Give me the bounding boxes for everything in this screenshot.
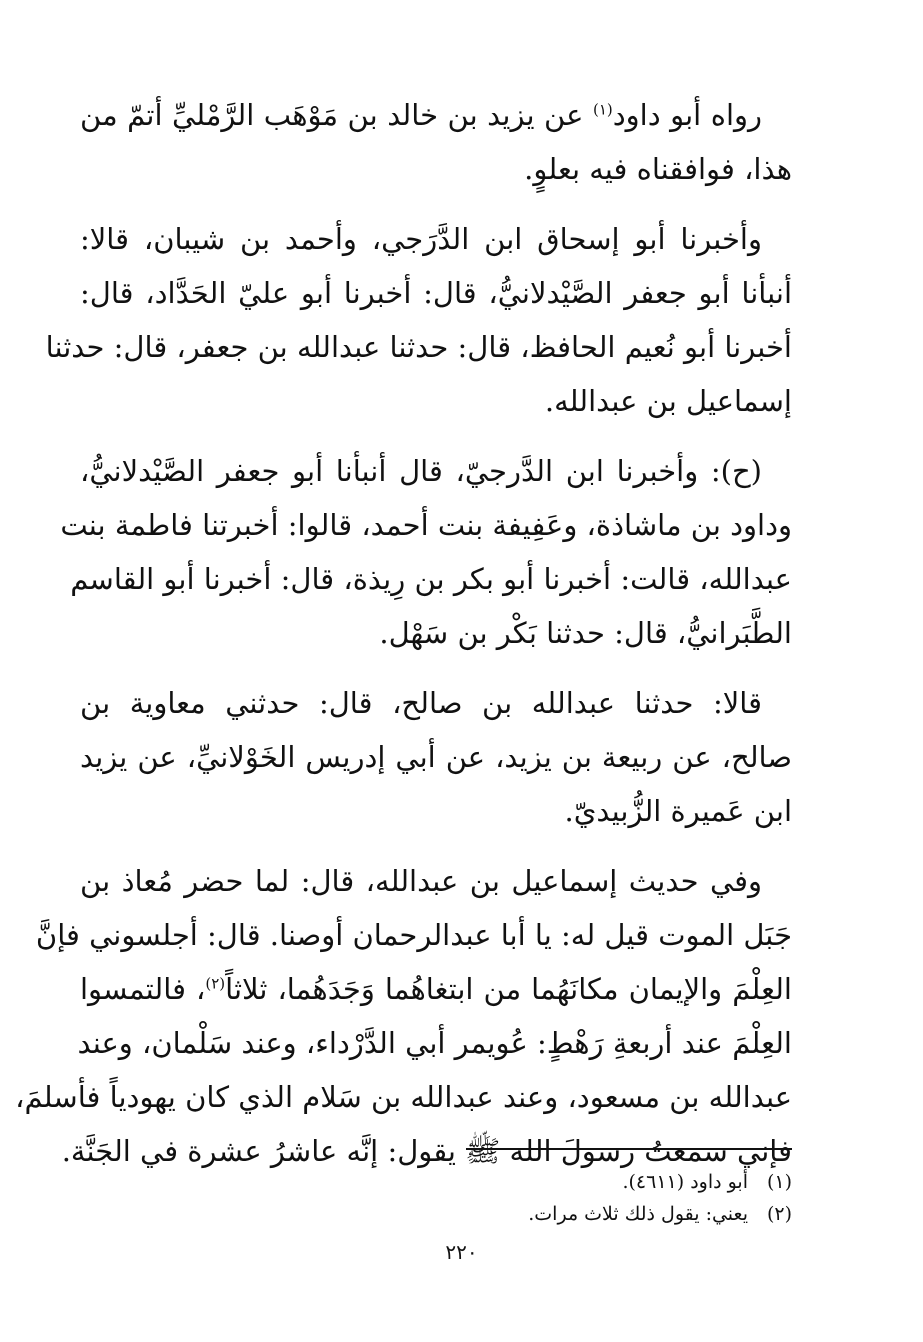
footnote-divider bbox=[466, 1148, 792, 1150]
footnote-1 bbox=[292, 1166, 792, 1198]
text-line: هذا، فوافقناه فيه بعلوٍ. bbox=[524, 152, 792, 186]
page-number: ٢٢٠ bbox=[445, 1240, 478, 1264]
text-line bbox=[80, 88, 792, 142]
text-segment: العِلْمَ والإيمان مكانَهُما من ابتغاهُما وَجَدَهُما، ثلاثاً bbox=[225, 972, 792, 1006]
text-line: أخبرنا أبو نُعيم الحافظ، قال: حدثنا عبدالله بن جعفر، قال: حدثنا bbox=[45, 330, 792, 364]
text-line: عبدالله بن مسعود، وعند عبدالله بن سَلام الذي كان يهودياً فأسلمَ، bbox=[15, 1080, 792, 1114]
text-line: وداود بن ماشاذة، وعَفِيفة بنت أحمد، قالوا: أخبرتنا فاطمة بنت bbox=[60, 508, 792, 542]
text-line: قالا: حدثنا عبدالله بن صالح، قال: حدثني معاوية بن bbox=[80, 686, 762, 720]
text-segment: ، فالتمسوا bbox=[80, 972, 206, 1006]
footnote-2 bbox=[292, 1198, 792, 1230]
footnote-marker[interactable]: (١) bbox=[592, 100, 613, 119]
footnotes bbox=[292, 1166, 792, 1230]
paragraph-4 bbox=[80, 676, 792, 838]
footnote-text: يعني: يقول ذلك ثلاث مرات. bbox=[528, 1203, 748, 1225]
footnote-number: (١) bbox=[766, 1171, 792, 1193]
footnote-number: (٢) bbox=[766, 1203, 792, 1225]
text-line: عبدالله، قالت: أخبرنا أبو بكر بن رِيذة، قال: أخبرنا أبو القاسم bbox=[70, 562, 792, 596]
text-line: الطَّبَرانيُّ، قال: حدثنا بَكْر بن سَهْل. bbox=[379, 616, 792, 650]
text-line: العِلْمَ عند أربعةِ رَهْطٍ: عُويمر أبي الدَّرْداء، وعند سَلْمان، وعند bbox=[77, 1026, 792, 1060]
footnote-marker[interactable]: (٢) bbox=[205, 974, 226, 993]
paragraph-1 bbox=[80, 88, 792, 196]
text-line bbox=[80, 962, 792, 1016]
footnote-text: أبو داود (٤٦١١). bbox=[622, 1171, 748, 1193]
text-line: وفي حديث إسماعيل بن عبدالله، قال: لما حضر مُعاذ بن bbox=[80, 864, 762, 898]
paragraph-5 bbox=[15, 854, 792, 1178]
page-body bbox=[15, 88, 792, 1194]
text-line: جَبَل الموت قيل له: يا أبا عبدالرحمان أوصنا. قال: أجلسوني فإنَّ bbox=[35, 918, 792, 952]
text-line: صالح، عن ربيعة بن يزيد، عن أبي إدريس الخَوْلانيِّ، عن يزيد bbox=[80, 740, 792, 774]
text-line: وأخبرنا أبو إسحاق ابن الدَّرَجي، وأحمد بن شيبان، قالا: bbox=[80, 222, 762, 256]
text-segment: عن يزيد بن خالد بن مَوْهَب الرَّمْليِّ أتمّ من bbox=[80, 98, 584, 132]
text-line: (ح): وأخبرنا ابن الدَّرجيّ، قال أنبأنا أبو جعفر الصَّيْدلانيُّ، bbox=[80, 454, 762, 488]
paragraph-3 bbox=[60, 444, 792, 660]
paragraph-2 bbox=[45, 212, 792, 428]
text-line: أنبأنا أبو جعفر الصَّيْدلانيُّ، قال: أخبرنا أبو عليّ الحَدَّاد، قال: bbox=[80, 276, 792, 310]
text-line: ابن عَميرة الزُّبيديّ. bbox=[564, 794, 792, 828]
text-line: إسماعيل بن عبدالله. bbox=[544, 384, 792, 418]
text-segment: رواه أبو داود bbox=[612, 98, 763, 132]
text-line: فإني سمعتُ رسولَ الله ﷺ يقول: إنَّه عاشرُ عشرة في الجَنَّة. bbox=[61, 1134, 792, 1168]
